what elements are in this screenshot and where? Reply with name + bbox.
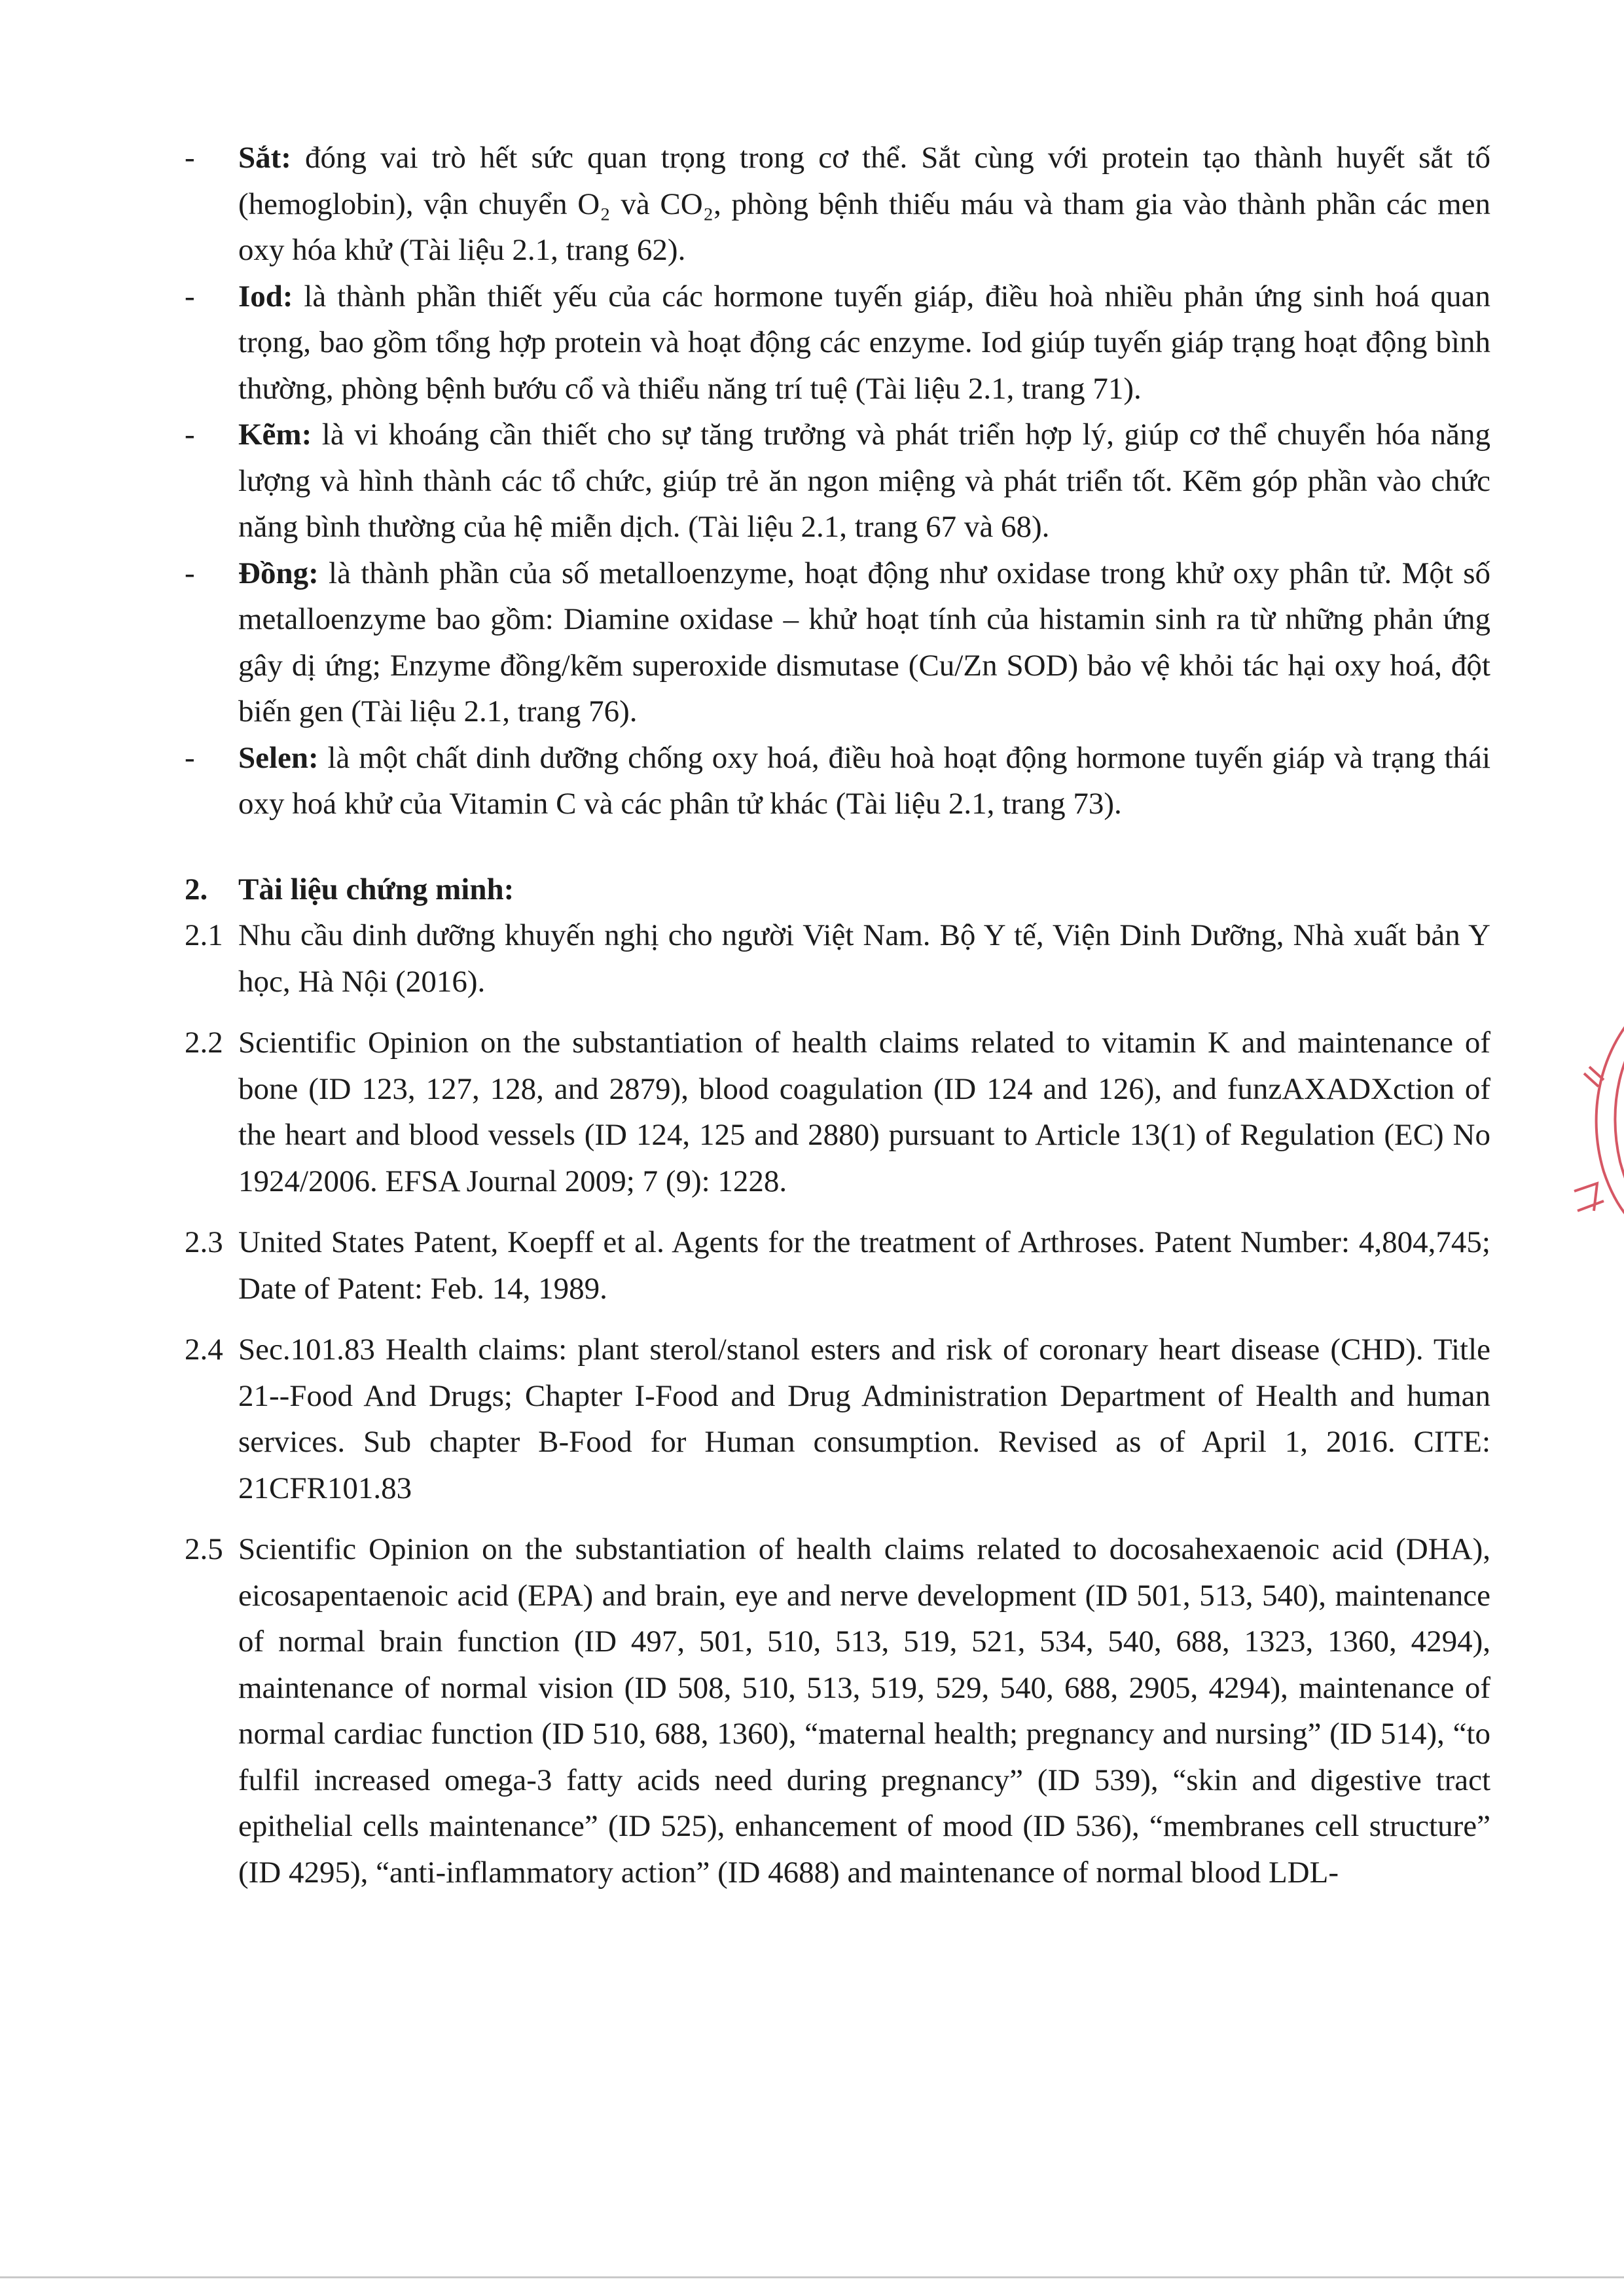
bullet-text: là thành phần của số metalloenzyme, hoạt động như oxidase trong khử oxy phân tử. Một số metalloenzyme bao gồm: Diamine oxidase – khử hoạt tính của histamin sinh ra từ những phản ứng gây dị ứng; Enzyme đồng/kẽm superoxide dismutase (Cu/Zn SOD) bảo vệ khỏi tác hại oxy hoá, đột biến gen (Tài liệu 2.1, trang 76). (238, 556, 1490, 728)
section-number: 2. (185, 872, 208, 906)
mineral-list (185, 135, 1490, 827)
reference-number: 2.3 (185, 1225, 223, 1259)
reference-text: Sec.101.83 Health claims: plant sterol/stanol esters and risk of coronary heart disease (CHD). Title 21--Food And Drugs; Chapter I-Food and Drug Administration Department of Health and human services. Sub chapter B-Food for Human consumption. Revised as of April 1, 2016. CITE: 21CFR101.83 (238, 1333, 1490, 1505)
bullet-selen (185, 735, 1490, 827)
reference-number: 2.5 (185, 1532, 223, 1566)
bullet-text: là thành phần thiết yếu của các hormone tuyến giáp, điều hoà nhiều phản ứng sinh hoá quan trọng, bao gồm tổng hợp protein và hoạt động các enzyme. Iod giúp tuyến giáp trạng hoạt động bình thường, phòng bệnh bướu cổ và thiểu năng trí tuệ (Tài liệu 2.1, trang 71). (238, 279, 1490, 406)
dash: - (185, 740, 195, 775)
reference-text: Scientific Opinion on the substantiation of health claims related to vitamin K and maintenance of bone (ID 123, 127, 128, and 2879), blood coagulation (ID 124 and 126), and funzAXADXction of the heart and blood vessels (ID 124, 125 and 2880) pursuant to Article 13(1) of Regulation (EC) No 1924/2006. EFSA Journal 2009; 7 (9): 1228. (238, 1026, 1490, 1198)
scan-edge-line (0, 2276, 1624, 2278)
reference-list (185, 912, 1490, 1895)
dash: - (185, 556, 195, 590)
dash: - (185, 141, 195, 175)
document-body (185, 135, 1490, 1895)
reference-number: 2.1 (185, 918, 223, 952)
reference-item (185, 1219, 1490, 1312)
reference-item (185, 912, 1490, 1005)
bullet-iod (185, 274, 1490, 412)
term-iod: Iod: (238, 279, 293, 314)
reference-item (185, 1327, 1490, 1511)
bullet-text: là một chất dinh dưỡng chống oxy hoá, điều hoà hoạt động hormone tuyến giáp và trạng thái oxy hoá khử của Vitamin C và các phân tử khác (Tài liệu 2.1, trang 73). (238, 740, 1490, 821)
reference-number: 2.4 (185, 1333, 223, 1367)
red-seal-icon (1558, 975, 1624, 1250)
reference-text: Nhu cầu dinh dưỡng khuyến nghị cho người Việt Nam. Bộ Y tế, Viện Dinh Dưỡng, Nhà xuất bản Y học, Hà Nội (2016). (238, 918, 1490, 999)
bullet-sat (185, 135, 1490, 274)
bullet-text: là vi khoáng cần thiết cho sự tăng trưởng và phát triển hợp lý, giúp cơ thể chuyển hóa năng lượng và hình thành các tổ chức, giúp trẻ ăn ngon miệng và phát triển tốt. Kẽm góp phần vào chức năng bình thường của hệ miễn dịch. (Tài liệu 2.1, trang 67 và 68). (238, 418, 1490, 544)
reference-text: United States Patent, Koepff et al. Agents for the treatment of Arthroses. Patent Number: 4,804,745; Date of Patent: Feb. 14, 1989. (238, 1225, 1490, 1306)
reference-item (185, 1526, 1490, 1895)
term-selen: Selen: (238, 740, 319, 775)
section-heading (185, 867, 1490, 913)
bullet-kem (185, 412, 1490, 550)
term-sat: Sắt: (238, 141, 291, 175)
stamp-mark (1574, 995, 1624, 1237)
dash: - (185, 418, 195, 452)
dash: - (185, 279, 195, 314)
reference-text: Scientific Opinion on the substantiation of health claims related to docosahexaenoic acid (DHA), eicosapentaenoic acid (EPA) and brain, eye and nerve development (ID 501, 513, 540), maintenance of normal brain function (ID 497, 501, 510, 513, 519, 521, 534, 540, 688, 1323, 1360, 4294), maintenance of normal vision (ID 508, 510, 513, 519, 529, 540, 688, 2905, 4294), maintenance of normal cardiac function (ID 510, 688, 1360), “maternal health; pregnancy and nursing” (ID 514), “to fulfil increased omega-3 fatty acids need during pregnancy” (ID 539), “skin and digestive tract epithelial cells maintenance” (ID 525), enhancement of mood (ID 536), “membranes cell structure” (ID 4295), “anti-inflammatory action” (ID 4688) and maintenance of normal blood LDL- (238, 1532, 1490, 1890)
term-dong: Đồng: (238, 556, 319, 590)
reference-item (185, 1020, 1490, 1204)
reference-number: 2.2 (185, 1026, 223, 1060)
bullet-text: đóng vai trò hết sức quan trọng trong cơ thể. Sắt cùng với protein tạo thành huyết sắt tố (hemoglobin), vận chuyển O₂ và CO₂, phòng bệnh thiếu máu và tham gia vào thành phần các men oxy hóa khử (Tài liệu 2.1, trang 62). (238, 141, 1490, 267)
bullet-dong (185, 550, 1490, 735)
section-title: Tài liệu chứng minh: (238, 872, 514, 906)
term-kem: Kẽm: (238, 418, 312, 452)
